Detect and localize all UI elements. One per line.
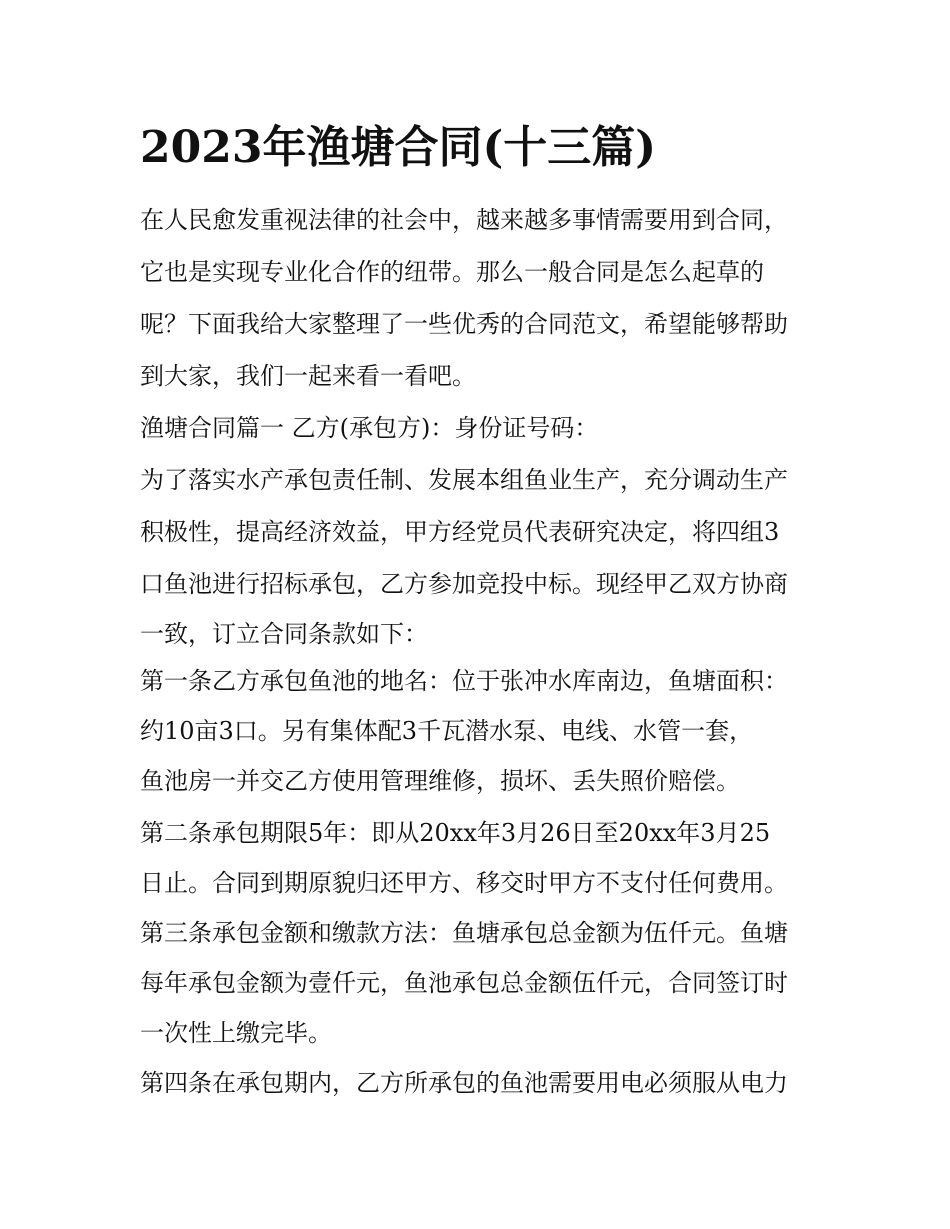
paragraph-line: 一致，订立合同条款如下：	[140, 620, 428, 648]
paragraph-line: 它也是实现专业化合作的纽带。那么一般合同是怎么起草的	[140, 258, 764, 286]
paragraph-line: 一次性上缴完毕。	[140, 1019, 332, 1047]
paragraph-line: 呢？下面我给大家整理了一些优秀的合同范文，希望能够帮助	[140, 310, 788, 338]
paragraph-line: 第一条乙方承包鱼池的地名：位于张冲水库南边，鱼塘面积：	[140, 667, 788, 695]
paragraph-line: 第四条在承包期内，乙方所承包的鱼池需要用电必须服从电力	[140, 1069, 788, 1097]
paragraph-line: 到大家，我们一起来看一看吧。	[140, 362, 476, 390]
paragraph-line: 日止。合同到期原貌归还甲方、移交时甲方不支付任何费用。	[140, 869, 788, 897]
paragraph-line: 第三条承包金额和缴款方法：鱼塘承包总金额为伍仟元。鱼塘	[140, 919, 788, 947]
paragraph-line: 约10亩3口。另有集体配3千瓦潜水泵、电线、水管一套，	[140, 717, 754, 745]
paragraph-line: 在人民愈发重视法律的社会中，越来越多事情需要用到合同，	[140, 206, 788, 234]
document-title: 2023年渔塘合同(十三篇)	[140, 122, 657, 173]
paragraph-line: 为了落实水产承包责任制、发展本组鱼业生产，充分调动生产	[140, 466, 788, 494]
paragraph-line: 口鱼池进行招标承包，乙方参加竞投中标。现经甲乙双方协商	[140, 570, 788, 598]
paragraph-line: 每年承包金额为壹仟元，鱼池承包总金额伍仟元，合同签订时	[140, 969, 788, 997]
paragraph-line: 第二条承包期限5年：即从20xx年3月26日至20xx年3月25	[140, 819, 771, 847]
paragraph-line: 渔塘合同篇一 乙方(承包方)：身份证号码：	[140, 414, 599, 442]
paragraph-line: 积极性，提高经济效益，甲方经党员代表研究决定，将四组3	[140, 518, 780, 546]
paragraph-line: 鱼池房一并交乙方使用管理维修，损坏、丢失照价赔偿。	[140, 767, 740, 795]
